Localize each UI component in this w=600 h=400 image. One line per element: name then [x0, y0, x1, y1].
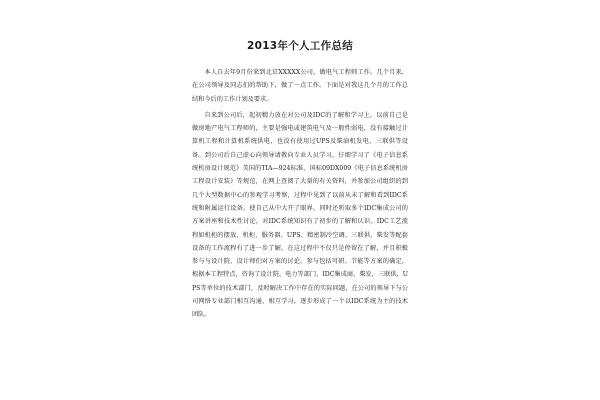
paragraph-work-learning: 自来到公司后，起初精力放在对公司及IDC的了解和学习上，以前自己是做房地产电气工程师的，主要是强电或建筑电气及一般性弱电，没有接触过计算机工程和计算机系统供电，也没有使用过UPS及柴油机发电、三联供等设备。到公司后自己虚心向领导请教向专业人员学习，仔细学习了《电子信息系统机房设计规范》美国的TIA—924标准、国标09DX009《电子信息系统机房工程设计安装》等规范，在网上查阅了大量的有关资料，并参加公司组织的到几个大型数据中心的参观学习考察，过程中见到了以前从未了解和看到IDC系统和附属运行设备。使自己从中大开了眼界，同时还听取多个IDC集成公司的方案讲座和技术性讨论，对IDC系统知识有了初步的了解和认识。IDC工艺流程如机柜的摆放、机柜、服务器、UPS、精密制冷空调、三联供、柴发等配套设备的工作流程有了进一步了解。在这过程中不仅只是停留在了解，并且积极参与与设计院、设计师们对方案的讨论，参与包括可研、节能等方案的确定，根据本工程特点，咨询了设计院、电力等部门，IDC集成商，柴发，三联供，UPS等单位的技术部门，及时解决工作中存在的实际问题，在公司的领导下与公司网络专业部门相互沟通，相互学习，逐步形成了一个以IDC系统为主的技术团队。	[192, 111, 408, 319]
paragraph-intro: 本人自去年9月份来到北京XXXXX公司，做电气工程师工作。几个月来，在公司领导及同志们的帮助下，做了一点工作。下面是对我这几个月的工作总结和今后的工作计划及要求。	[192, 69, 408, 103]
document-title: 2013年个人工作总结	[246, 40, 354, 52]
document-body	[192, 66, 408, 322]
